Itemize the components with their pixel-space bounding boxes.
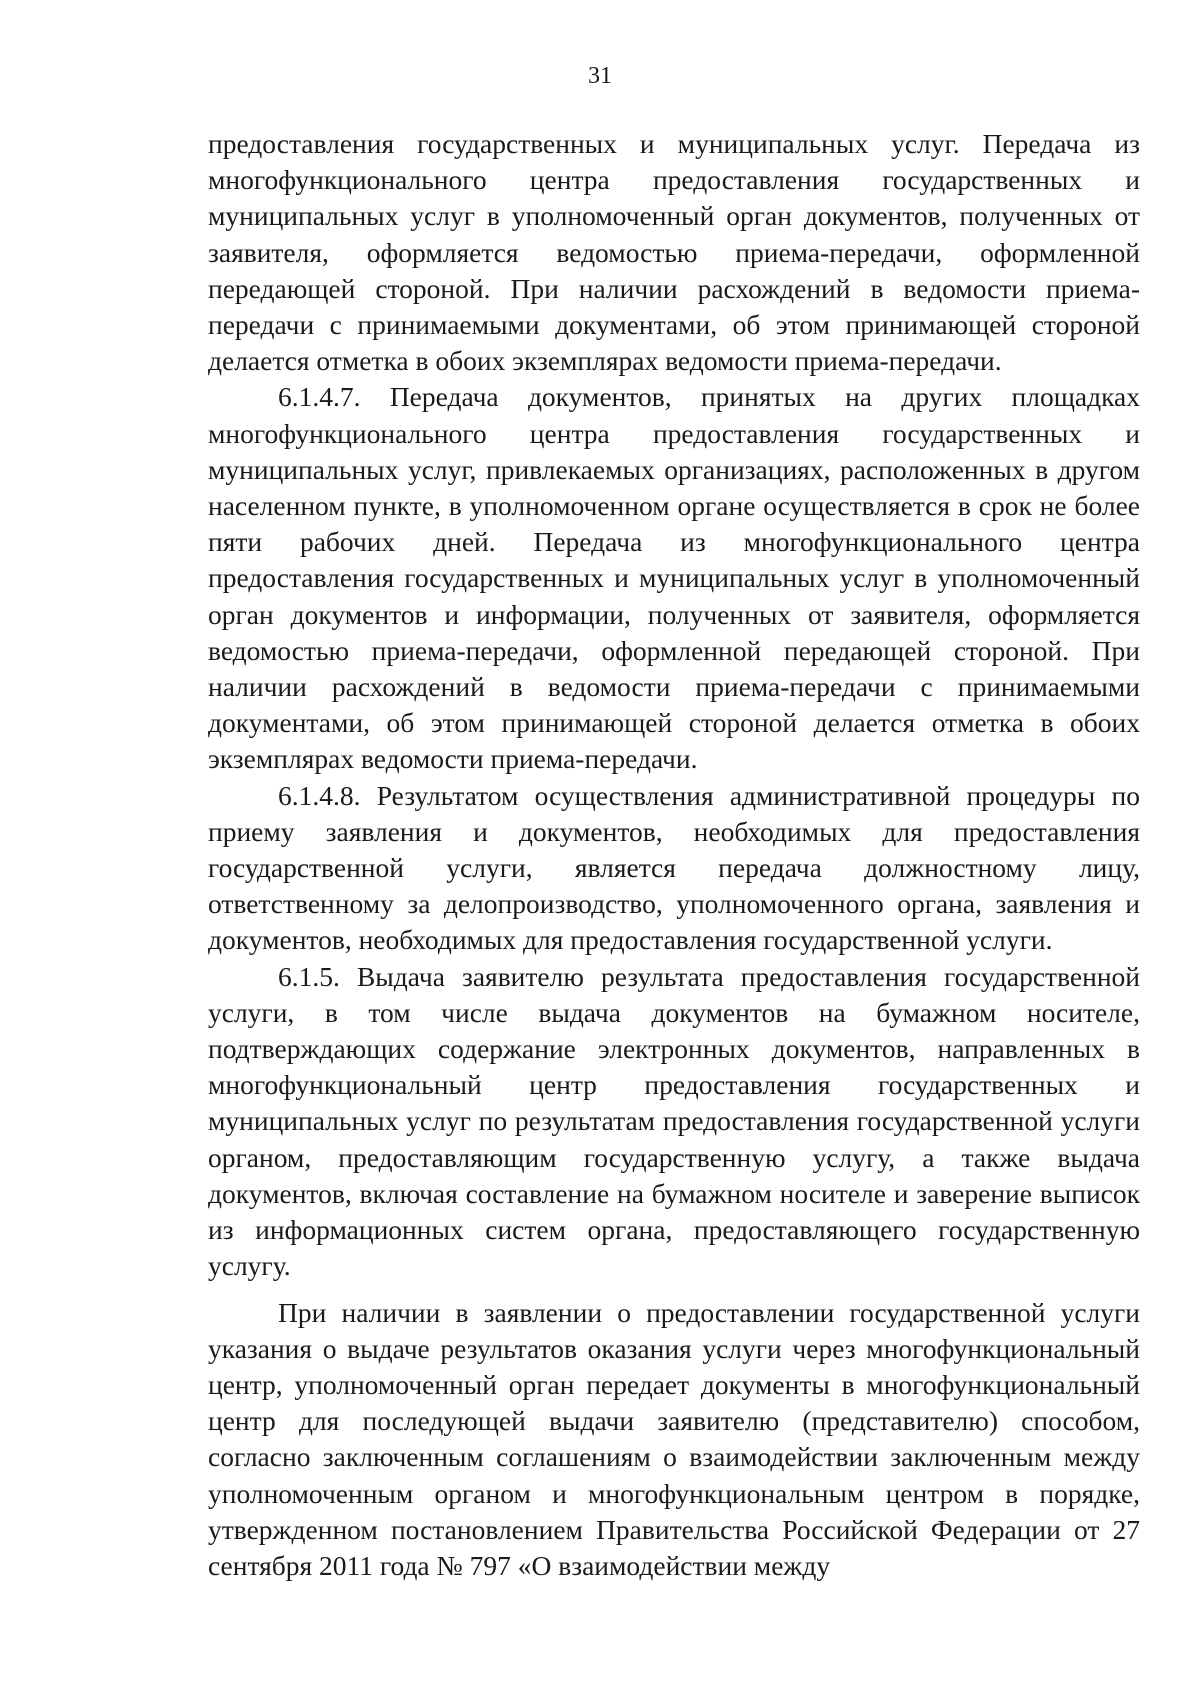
page-number: 31: [588, 63, 612, 89]
paragraph-6-1-4-8: 6.1.4.8. Результатом осуществления административной процедуры по приему заявления и документов, необходимых для предоставления государственной услуги, является передача должностному лицу, ответственному за делопроизводство, уполномоченного органа, заявления и документов, необходимых для предоставления государственной услуги.: [208, 779, 1140, 956]
paragraph-mfc-delivery: При наличии в заявлении о предоставлении государственной услуги указания о выдаче результатов оказания услуги через многофункциональный центр, уполномоченный орган передает документы в многофункциональный центр для последующей выдачи заявителю (представителю) способом, согласно заключенным соглашениям о взаимодействии заключенным между уполномоченным органом и многофункциональным центром в порядке, утвержденном постановлением Правительства Российской Федерации от 27 сентября 2011 года № 797 «О взаимодействии между: [208, 1296, 1140, 1581]
paragraph-continuation: предоставления государственных и муниципальных услуг. Передача из многофункционального центра предоставления государственных и муниципальных услуг в уполномоченный орган документов, полученных от заявителя, оформляется ведомостью приема-передачи, оформленной передающей стороной. При наличии расхождений в ведомости приема-передачи с принимаемыми документами, об этом принимающей стороной делается отметка в обоих экземплярах ведомости приема-передачи.: [208, 128, 1140, 377]
document-body: [208, 126, 1140, 1584]
paragraph-6-1-4-7: 6.1.4.7. Передача документов, принятых на других площадках многофункционального центра предоставления государственных и муниципальных услуг, привлекаемых организациях, расположенных в другом населенном пункте, в уполномоченном органе осуществляется в срок не более пяти рабочих дней. Передача из многофункционального центра предоставления государственных и муниципальных услуг в уполномоченный орган документов и информации, полученных от заявителя, оформляется ведомостью приема-передачи, оформленной передающей стороной. При наличии расхождений в ведомости приема-передачи с принимаемыми документами, об этом принимающей стороной делается отметка в обоих экземплярах ведомости приема-передачи.: [208, 381, 1140, 775]
paragraph-6-1-5: 6.1.5. Выдача заявителю результата предоставления государственной услуги, в том числе выдача документов на бумажном носителе, подтверждающих содержание электронных документов, направленных в многофункциональный центр предоставления государственных и муниципальных услуг по результатам предоставления государственной услуги органом, предоставляющим государственную услугу, а также выдача документов, включая составление на бумажном носителе и заверение выписок из информационных систем органа, предоставляющего государственную услугу.: [208, 960, 1140, 1282]
